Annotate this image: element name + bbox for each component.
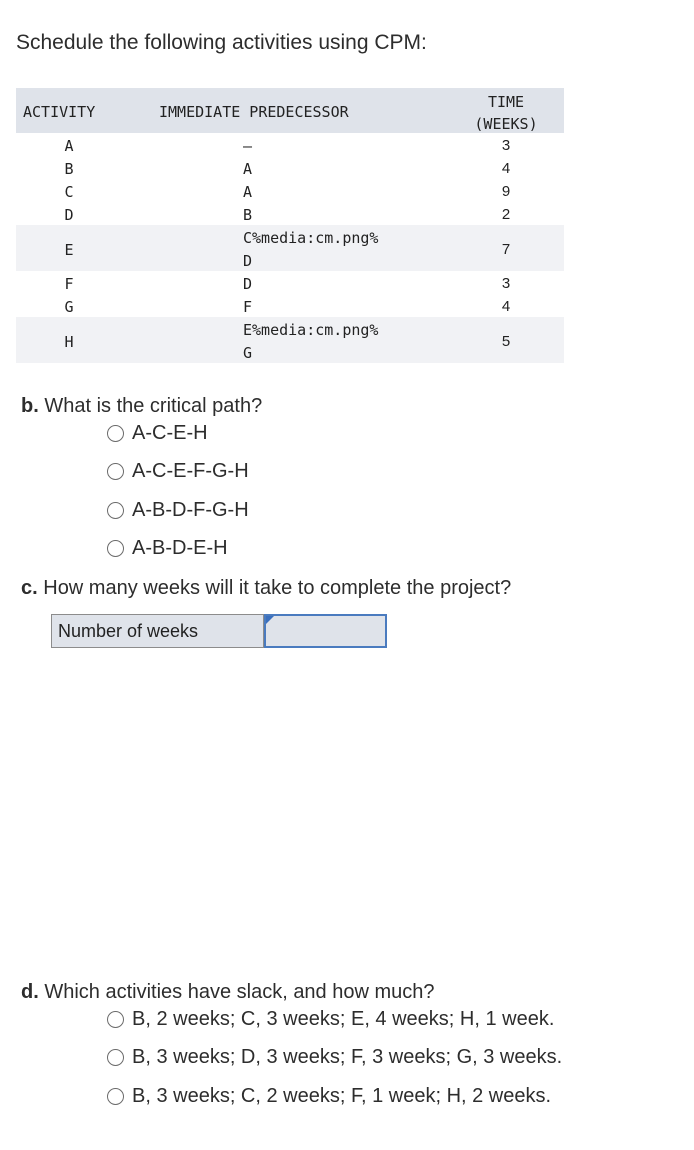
weeks-input-label: Number of weeks — [51, 614, 264, 648]
activity-cell: H — [64, 333, 74, 351]
question-b-label: b. — [21, 395, 39, 417]
critical-path-option[interactable] — [107, 537, 228, 560]
table-header — [16, 88, 564, 133]
activity-cell: B — [64, 160, 74, 178]
critical-path-option[interactable] — [107, 499, 249, 522]
time-cell: 3 — [501, 137, 511, 154]
activity-cell: E — [64, 241, 74, 259]
weeks-input[interactable] — [264, 614, 387, 648]
activity-cell: A — [64, 137, 74, 155]
slack-option[interactable] — [107, 1085, 551, 1108]
predecessor-cell: A — [243, 183, 253, 201]
predecessor-cell-line2: G — [243, 344, 253, 362]
radio-button[interactable] — [107, 502, 124, 519]
critical-path-option[interactable] — [107, 460, 249, 483]
predecessor-cell: E%media:cm.png% — [243, 321, 379, 339]
slack-option[interactable] — [107, 1046, 562, 1069]
activity-cell: G — [64, 298, 74, 316]
radio-button[interactable] — [107, 1088, 124, 1105]
table-row — [16, 271, 564, 294]
slack-option[interactable] — [107, 1008, 554, 1031]
activity-cell: D — [64, 206, 74, 224]
question-d — [21, 981, 435, 1004]
question-b — [21, 395, 262, 418]
activity-cell: F — [64, 275, 74, 293]
time-cell: 7 — [501, 241, 511, 258]
option-label: A-B-D-F-G-H — [132, 499, 249, 521]
question-c-text: How many weeks will it take to complete the project? — [37, 577, 512, 599]
header-predecessor: IMMEDIATE PREDECESSOR — [159, 103, 349, 121]
table-row — [16, 156, 564, 179]
question-c — [21, 577, 511, 600]
time-cell: 5 — [501, 333, 511, 350]
header-time — [456, 91, 556, 135]
table-row — [16, 133, 564, 156]
option-label: B, 2 weeks; C, 3 weeks; E, 4 weeks; H, 1 week. — [132, 1008, 555, 1030]
header-activity: ACTIVITY — [23, 103, 96, 121]
time-cell: 3 — [501, 275, 511, 292]
question-c-label: c. — [21, 577, 38, 599]
option-label: B, 3 weeks; D, 3 weeks; F, 3 weeks; G, 3 weeks. — [132, 1046, 563, 1068]
predecessor-cell: F — [243, 298, 253, 316]
time-cell: 9 — [501, 183, 511, 200]
predecessor-cell: C%media:cm.png% — [243, 229, 379, 247]
header-time-line2: (WEEKS) — [474, 115, 538, 133]
option-label: B, 3 weeks; C, 2 weeks; F, 1 week; H, 2 weeks. — [132, 1085, 552, 1107]
table-row — [16, 202, 564, 225]
table-row — [16, 225, 564, 271]
predecessor-cell-line2: D — [243, 252, 253, 270]
option-label: A-C-E-H — [132, 422, 208, 444]
page-title: Schedule the following activities using CPM: — [16, 31, 427, 54]
header-time-line1: TIME — [487, 93, 525, 111]
predecessor-cell: — — [243, 137, 253, 155]
input-corner-flag-icon — [266, 616, 274, 624]
radio-button[interactable] — [107, 1049, 124, 1066]
weeks-answer-group — [51, 614, 387, 648]
predecessor-cell: B — [243, 206, 253, 224]
critical-path-option[interactable] — [107, 422, 208, 445]
question-d-text: Which activities have slack, and how much? — [38, 981, 435, 1003]
time-cell: 4 — [501, 298, 511, 315]
predecessor-cell: D — [243, 275, 253, 293]
time-cell: 4 — [501, 160, 511, 177]
radio-button[interactable] — [107, 1011, 124, 1028]
question-d-label: d. — [21, 981, 39, 1003]
question-b-text: What is the critical path? — [38, 395, 263, 417]
option-label: A-C-E-F-G-H — [132, 460, 249, 482]
activity-cell: C — [64, 183, 74, 201]
table-row — [16, 179, 564, 202]
option-label: A-B-D-E-H — [132, 537, 228, 559]
time-cell: 2 — [501, 206, 511, 223]
table-row — [16, 317, 564, 363]
predecessor-cell: A — [243, 160, 253, 178]
radio-button[interactable] — [107, 463, 124, 480]
radio-button[interactable] — [107, 540, 124, 557]
table-row — [16, 294, 564, 317]
radio-button[interactable] — [107, 425, 124, 442]
